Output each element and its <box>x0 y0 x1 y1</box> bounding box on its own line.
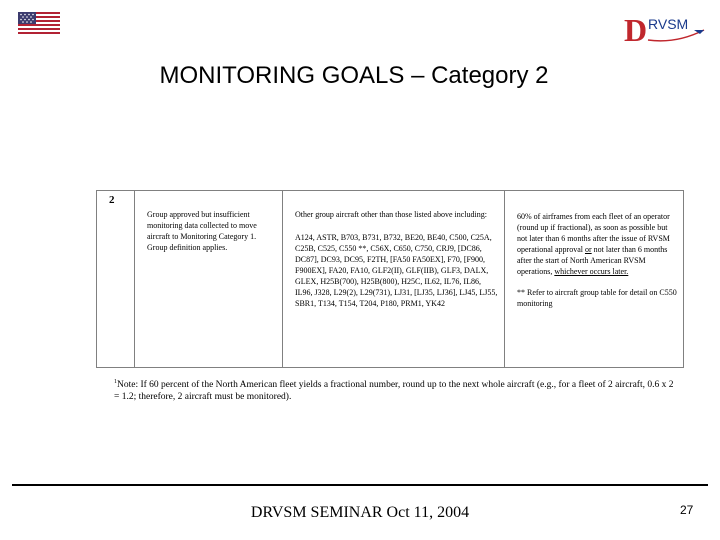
goal-text <box>517 211 677 277</box>
aircraft-cell <box>283 191 505 367</box>
footer-seminar: DRVSM SEMINAR Oct 11, 2004 <box>250 504 470 521</box>
logo-text: RVSM <box>648 16 689 32</box>
logo-letter: D <box>624 12 648 48</box>
drvsm-logo <box>624 10 708 46</box>
goal-cell <box>505 191 683 367</box>
us-flag-icon <box>18 12 60 36</box>
description-text: Group approved but insufficient monitoring data collected to move aircraft to Monitoring Category 1. Group definition applies. <box>147 210 257 252</box>
goal-or: or <box>584 245 592 254</box>
footnote <box>114 376 674 403</box>
footer-divider <box>12 484 708 486</box>
footnote-text: Note: If 60 percent of the North American fleet yields a fractional number, round up to the next whole aircraft (e.g., for a fleet of 2 aircraft, 0.6 x 2 = 1.2; therefore, 2 aircraft must be monitored). <box>114 380 674 403</box>
page-title: MONITORING GOALS – Category 2 <box>159 62 549 89</box>
goal-main: 60% of airframes from each fleet of an operator (round up if fractional), as soon as possible but not later than 6 months after the issue of RVSM operational approval <box>517 212 670 254</box>
category-table <box>96 190 684 368</box>
page-number: 27 <box>680 503 694 517</box>
goal-mid: not later than 6 months after the start of North American RVSM operations, <box>517 245 668 276</box>
description-cell <box>135 191 283 367</box>
category-cell: 2 <box>97 191 135 367</box>
aircraft-list: A124, ASTR, B703, B731, B732, BE20, BE40, C500, C25A, C25B, C525, C550 **, C56X, C650, C750, CRJ9, [DC86, DC87], DC93, DC95, F2TH, [FA50 FA50EX], F70, [F900, F900EX], FA20, FA10, GLF2(II), GLF(IIB), GLF3, DALX, GLEX, H25B(700), H25B(800), H25C, IL62, IL76, IL86, IL96, J328, L29(2), L29(731), LJ31, [LJ35, LJ36], LJ45, LJ55, SBR1, T134, T154, T204, P180, PRM1, YK42 <box>295 233 498 308</box>
goal-footnote: ** Refer to aircraft group table for detail on C550 monitoring <box>517 288 677 308</box>
goal-whichever: whichever occurs later. <box>554 267 629 276</box>
airplane-swoosh-icon <box>646 28 706 44</box>
footnote-marker: 1 <box>114 379 117 385</box>
aircraft-intro: Other group aircraft other than those listed above including: <box>295 210 487 219</box>
